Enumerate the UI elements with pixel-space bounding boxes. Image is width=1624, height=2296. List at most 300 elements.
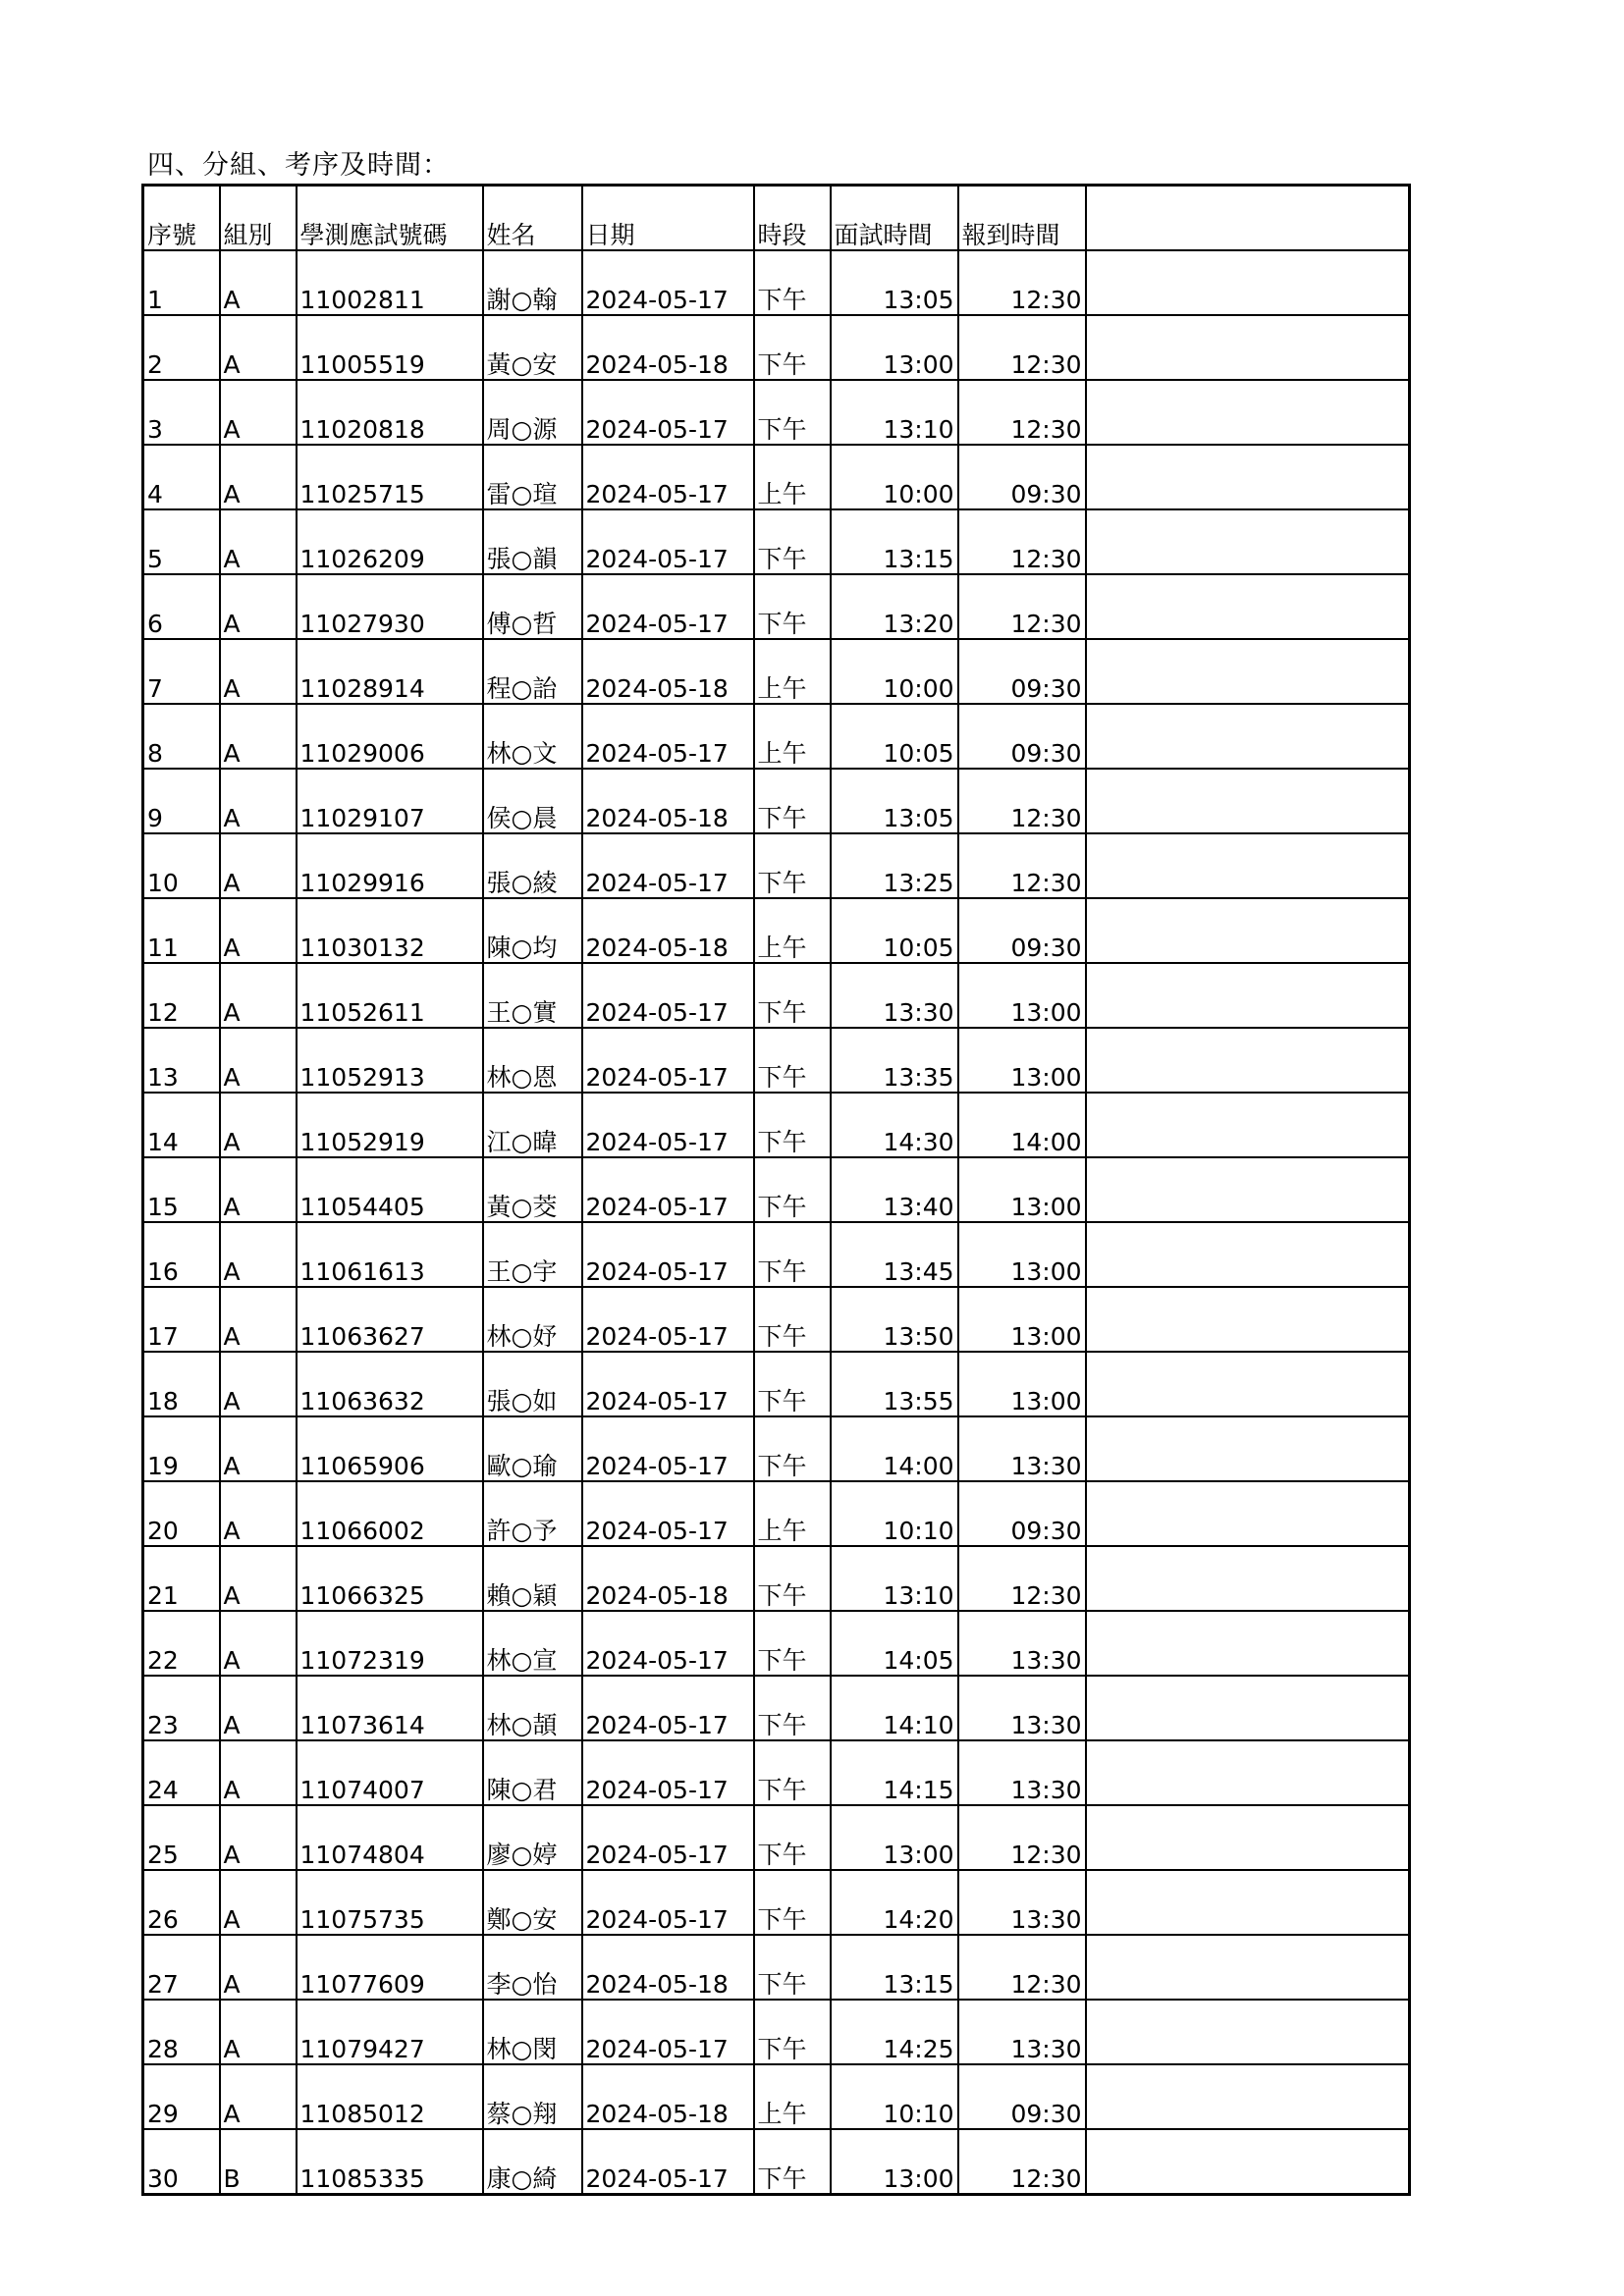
page-heading: 四、分組、考序及時間： <box>147 150 450 181</box>
interview-time-cell: 13:15 <box>831 509 958 574</box>
seq-cell: 27 <box>143 1935 220 2000</box>
session-cell: 下午 <box>754 769 831 833</box>
session-cell: 下午 <box>754 1416 831 1481</box>
name-cell: 程○詒 <box>483 639 582 704</box>
report-time-cell: 12:30 <box>958 380 1086 445</box>
interview-time-cell: 13:15 <box>831 1935 958 2000</box>
name-cell: 蔡○翔 <box>483 2064 582 2129</box>
session-cell: 上午 <box>754 898 831 963</box>
name-cell: 張○綾 <box>483 833 582 898</box>
blank-cell <box>1086 769 1410 833</box>
report-time-cell: 12:30 <box>958 315 1086 380</box>
report-time-cell: 09:30 <box>958 639 1086 704</box>
report-time-cell: 09:30 <box>958 445 1086 509</box>
name-cell: 陳○君 <box>483 1740 582 1805</box>
name-cell: 廖○婷 <box>483 1805 582 1870</box>
session-cell: 下午 <box>754 1352 831 1416</box>
seq-cell: 13 <box>143 1028 220 1093</box>
session-cell: 下午 <box>754 1611 831 1676</box>
blank-cell <box>1086 2129 1410 2195</box>
table-row <box>143 1935 1410 2000</box>
date-cell: 2024-05-17 <box>582 1416 754 1481</box>
date-cell: 2024-05-17 <box>582 1157 754 1222</box>
table-row <box>143 574 1410 639</box>
exam-number-cell: 11020818 <box>297 380 483 445</box>
date-cell: 2024-05-18 <box>582 639 754 704</box>
seq-cell: 7 <box>143 639 220 704</box>
interview-time-cell: 14:20 <box>831 1870 958 1935</box>
blank-cell <box>1086 1287 1410 1352</box>
seq-cell: 14 <box>143 1093 220 1157</box>
session-cell: 下午 <box>754 250 831 315</box>
report-time-cell: 13:30 <box>958 1870 1086 1935</box>
exam-number-cell: 11005519 <box>297 315 483 380</box>
session-cell: 下午 <box>754 1676 831 1740</box>
group-cell: A <box>220 445 297 509</box>
blank-cell <box>1086 1481 1410 1546</box>
table-row <box>143 704 1410 769</box>
seq-cell: 24 <box>143 1740 220 1805</box>
group-cell: A <box>220 833 297 898</box>
group-cell: A <box>220 1028 297 1093</box>
session-cell: 下午 <box>754 1222 831 1287</box>
seq-cell: 25 <box>143 1805 220 1870</box>
group-cell: A <box>220 1287 297 1352</box>
exam-number-cell: 11029006 <box>297 704 483 769</box>
date-cell: 2024-05-17 <box>582 2000 754 2064</box>
session-cell: 下午 <box>754 380 831 445</box>
table-row <box>143 1611 1410 1676</box>
blank-cell <box>1086 1676 1410 1740</box>
report-time-cell: 12:30 <box>958 833 1086 898</box>
group-cell: A <box>220 1740 297 1805</box>
group-cell: A <box>220 1416 297 1481</box>
interview-time-cell: 10:05 <box>831 898 958 963</box>
name-cell: 陳○均 <box>483 898 582 963</box>
exam-number-cell: 11063627 <box>297 1287 483 1352</box>
interview-time-cell: 14:30 <box>831 1093 958 1157</box>
blank-cell <box>1086 1157 1410 1222</box>
session-cell: 下午 <box>754 1546 831 1611</box>
interview-time-cell: 10:10 <box>831 1481 958 1546</box>
seq-cell: 30 <box>143 2129 220 2195</box>
name-cell: 林○宣 <box>483 1611 582 1676</box>
table-row <box>143 1222 1410 1287</box>
seq-cell: 21 <box>143 1546 220 1611</box>
name-cell: 周○源 <box>483 380 582 445</box>
name-cell: 林○頡 <box>483 1676 582 1740</box>
session-cell: 下午 <box>754 2000 831 2064</box>
exam-number-cell: 11027930 <box>297 574 483 639</box>
interview-time-cell: 14:00 <box>831 1416 958 1481</box>
name-cell: 林○文 <box>483 704 582 769</box>
interview-time-cell: 13:45 <box>831 1222 958 1287</box>
blank-cell <box>1086 1416 1410 1481</box>
interview-time-cell: 10:00 <box>831 639 958 704</box>
date-cell: 2024-05-17 <box>582 250 754 315</box>
table-row <box>143 1676 1410 1740</box>
session-cell: 下午 <box>754 315 831 380</box>
group-cell: A <box>220 250 297 315</box>
date-cell: 2024-05-17 <box>582 1870 754 1935</box>
report-time-cell: 13:30 <box>958 1611 1086 1676</box>
interview-time-cell: 13:10 <box>831 1546 958 1611</box>
blank-cell <box>1086 833 1410 898</box>
session-cell: 上午 <box>754 2064 831 2129</box>
table-row <box>143 1870 1410 1935</box>
seq-cell: 11 <box>143 898 220 963</box>
table-row <box>143 1481 1410 1546</box>
table-row <box>143 250 1410 315</box>
seq-cell: 26 <box>143 1870 220 1935</box>
interview-time-cell: 13:05 <box>831 250 958 315</box>
report-time-cell: 13:00 <box>958 1222 1086 1287</box>
exam-number-cell: 11063632 <box>297 1352 483 1416</box>
seq-cell: 10 <box>143 833 220 898</box>
report-time-cell: 13:00 <box>958 1287 1086 1352</box>
interview-time-cell: 14:05 <box>831 1611 958 1676</box>
table-row <box>143 1546 1410 1611</box>
report-time-cell: 13:00 <box>958 1157 1086 1222</box>
blank-cell <box>1086 704 1410 769</box>
session-cell: 下午 <box>754 1157 831 1222</box>
report-time-cell: 12:30 <box>958 574 1086 639</box>
date-cell: 2024-05-17 <box>582 1611 754 1676</box>
date-cell: 2024-05-17 <box>582 1287 754 1352</box>
blank-cell <box>1086 445 1410 509</box>
date-cell: 2024-05-17 <box>582 1481 754 1546</box>
name-cell: 謝○翰 <box>483 250 582 315</box>
exam-number-cell: 11075735 <box>297 1870 483 1935</box>
group-cell: A <box>220 1676 297 1740</box>
table-row <box>143 1157 1410 1222</box>
report-time-cell: 13:30 <box>958 2000 1086 2064</box>
seq-cell: 5 <box>143 509 220 574</box>
table-row <box>143 1352 1410 1416</box>
exam-number-cell: 11052913 <box>297 1028 483 1093</box>
date-cell: 2024-05-17 <box>582 509 754 574</box>
blank-cell <box>1086 380 1410 445</box>
interview-time-cell: 13:00 <box>831 315 958 380</box>
group-cell: A <box>220 963 297 1028</box>
column-header: 組別 <box>220 186 297 251</box>
exam-number-cell: 11065906 <box>297 1416 483 1481</box>
exam-number-cell: 11066325 <box>297 1546 483 1611</box>
blank-cell <box>1086 574 1410 639</box>
table-row <box>143 963 1410 1028</box>
date-cell: 2024-05-18 <box>582 2064 754 2129</box>
date-cell: 2024-05-17 <box>582 1222 754 1287</box>
session-cell: 下午 <box>754 574 831 639</box>
report-time-cell: 12:30 <box>958 2129 1086 2195</box>
blank-cell <box>1086 2000 1410 2064</box>
group-cell: A <box>220 704 297 769</box>
name-cell: 賴○穎 <box>483 1546 582 1611</box>
name-cell: 王○宇 <box>483 1222 582 1287</box>
report-time-cell: 12:30 <box>958 509 1086 574</box>
interview-time-cell: 14:10 <box>831 1676 958 1740</box>
table-row <box>143 2129 1410 2195</box>
session-cell: 下午 <box>754 1287 831 1352</box>
group-cell: A <box>220 1157 297 1222</box>
session-cell: 上午 <box>754 1481 831 1546</box>
session-cell: 下午 <box>754 1028 831 1093</box>
session-cell: 上午 <box>754 445 831 509</box>
seq-cell: 8 <box>143 704 220 769</box>
name-cell: 黃○安 <box>483 315 582 380</box>
group-cell: A <box>220 574 297 639</box>
group-cell: A <box>220 1093 297 1157</box>
session-cell: 下午 <box>754 1740 831 1805</box>
report-time-cell: 12:30 <box>958 769 1086 833</box>
date-cell: 2024-05-17 <box>582 1028 754 1093</box>
exam-number-cell: 11054405 <box>297 1157 483 1222</box>
name-cell: 林○妤 <box>483 1287 582 1352</box>
name-cell: 張○韻 <box>483 509 582 574</box>
name-cell: 王○實 <box>483 963 582 1028</box>
table-row <box>143 1093 1410 1157</box>
exam-number-cell: 11025715 <box>297 445 483 509</box>
table-row <box>143 1740 1410 1805</box>
column-header: 時段 <box>754 186 831 251</box>
name-cell: 許○予 <box>483 1481 582 1546</box>
interview-time-cell: 13:00 <box>831 1805 958 1870</box>
date-cell: 2024-05-17 <box>582 445 754 509</box>
blank-cell <box>1086 1740 1410 1805</box>
date-cell: 2024-05-17 <box>582 380 754 445</box>
blank-cell <box>1086 1611 1410 1676</box>
name-cell: 侯○晨 <box>483 769 582 833</box>
interview-time-cell: 13:40 <box>831 1157 958 1222</box>
exam-number-cell: 11002811 <box>297 250 483 315</box>
report-time-cell: 09:30 <box>958 2064 1086 2129</box>
group-cell: A <box>220 1352 297 1416</box>
group-cell: A <box>220 1222 297 1287</box>
seq-cell: 17 <box>143 1287 220 1352</box>
blank-cell <box>1086 2064 1410 2129</box>
exam-number-cell: 11074007 <box>297 1740 483 1805</box>
table-row <box>143 898 1410 963</box>
schedule-table <box>141 184 1411 2196</box>
interview-time-cell: 13:25 <box>831 833 958 898</box>
report-time-cell: 09:30 <box>958 704 1086 769</box>
exam-number-cell: 11073614 <box>297 1676 483 1740</box>
blank-cell <box>1086 1222 1410 1287</box>
name-cell: 李○怡 <box>483 1935 582 2000</box>
blank-cell <box>1086 315 1410 380</box>
group-cell: A <box>220 1546 297 1611</box>
interview-time-cell: 13:10 <box>831 380 958 445</box>
column-header: 序號 <box>143 186 220 251</box>
session-cell: 上午 <box>754 639 831 704</box>
session-cell: 下午 <box>754 833 831 898</box>
report-time-cell: 09:30 <box>958 898 1086 963</box>
seq-cell: 1 <box>143 250 220 315</box>
interview-time-cell: 10:10 <box>831 2064 958 2129</box>
group-cell: A <box>220 2000 297 2064</box>
group-cell: A <box>220 315 297 380</box>
table-row <box>143 769 1410 833</box>
column-header <box>1086 186 1410 251</box>
date-cell: 2024-05-17 <box>582 1676 754 1740</box>
session-cell: 下午 <box>754 1805 831 1870</box>
session-cell: 上午 <box>754 704 831 769</box>
seq-cell: 12 <box>143 963 220 1028</box>
report-time-cell: 12:30 <box>958 250 1086 315</box>
exam-number-cell: 11026209 <box>297 509 483 574</box>
group-cell: A <box>220 1805 297 1870</box>
blank-cell <box>1086 250 1410 315</box>
group-cell: A <box>220 769 297 833</box>
exam-number-cell: 11085335 <box>297 2129 483 2195</box>
blank-cell <box>1086 1935 1410 2000</box>
blank-cell <box>1086 509 1410 574</box>
blank-cell <box>1086 963 1410 1028</box>
seq-cell: 4 <box>143 445 220 509</box>
name-cell: 張○如 <box>483 1352 582 1416</box>
name-cell: 雷○瑄 <box>483 445 582 509</box>
table-row <box>143 2000 1410 2064</box>
blank-cell <box>1086 1093 1410 1157</box>
name-cell: 黃○茭 <box>483 1157 582 1222</box>
session-cell: 下午 <box>754 1870 831 1935</box>
date-cell: 2024-05-18 <box>582 315 754 380</box>
table-row <box>143 1287 1410 1352</box>
date-cell: 2024-05-17 <box>582 1352 754 1416</box>
exam-number-cell: 11066002 <box>297 1481 483 1546</box>
date-cell: 2024-05-18 <box>582 769 754 833</box>
exam-number-cell: 11052919 <box>297 1093 483 1157</box>
interview-time-cell: 14:25 <box>831 2000 958 2064</box>
report-time-cell: 13:30 <box>958 1416 1086 1481</box>
name-cell: 林○恩 <box>483 1028 582 1093</box>
interview-time-cell: 13:20 <box>831 574 958 639</box>
seq-cell: 20 <box>143 1481 220 1546</box>
date-cell: 2024-05-17 <box>582 574 754 639</box>
name-cell: 林○閔 <box>483 2000 582 2064</box>
session-cell: 下午 <box>754 963 831 1028</box>
name-cell: 鄭○安 <box>483 1870 582 1935</box>
report-time-cell: 12:30 <box>958 1935 1086 2000</box>
exam-number-cell: 11079427 <box>297 2000 483 2064</box>
session-cell: 下午 <box>754 1093 831 1157</box>
exam-number-cell: 11030132 <box>297 898 483 963</box>
table-row <box>143 315 1410 380</box>
report-time-cell: 13:30 <box>958 1676 1086 1740</box>
name-cell: 傅○哲 <box>483 574 582 639</box>
column-header: 面試時間 <box>831 186 958 251</box>
report-time-cell: 13:00 <box>958 1028 1086 1093</box>
table-row <box>143 509 1410 574</box>
date-cell: 2024-05-17 <box>582 963 754 1028</box>
seq-cell: 22 <box>143 1611 220 1676</box>
report-time-cell: 12:30 <box>958 1546 1086 1611</box>
table-body <box>143 186 1410 2195</box>
exam-number-cell: 11074804 <box>297 1805 483 1870</box>
seq-cell: 15 <box>143 1157 220 1222</box>
date-cell: 2024-05-17 <box>582 704 754 769</box>
column-header: 姓名 <box>483 186 582 251</box>
date-cell: 2024-05-17 <box>582 833 754 898</box>
interview-time-cell: 13:35 <box>831 1028 958 1093</box>
group-cell: A <box>220 509 297 574</box>
blank-cell <box>1086 898 1410 963</box>
exam-number-cell: 11077609 <box>297 1935 483 2000</box>
seq-cell: 3 <box>143 380 220 445</box>
table-row <box>143 2064 1410 2129</box>
group-cell: A <box>220 2064 297 2129</box>
group-cell: A <box>220 1935 297 2000</box>
group-cell: A <box>220 639 297 704</box>
seq-cell: 6 <box>143 574 220 639</box>
date-cell: 2024-05-18 <box>582 1546 754 1611</box>
exam-number-cell: 11029916 <box>297 833 483 898</box>
date-cell: 2024-05-18 <box>582 898 754 963</box>
blank-cell <box>1086 1805 1410 1870</box>
exam-number-cell: 11028914 <box>297 639 483 704</box>
column-header: 日期 <box>582 186 754 251</box>
table-row <box>143 1028 1410 1093</box>
blank-cell <box>1086 1546 1410 1611</box>
interview-time-cell: 13:30 <box>831 963 958 1028</box>
header-row <box>143 186 1410 251</box>
exam-number-cell: 11029107 <box>297 769 483 833</box>
date-cell: 2024-05-17 <box>582 1093 754 1157</box>
interview-time-cell: 13:50 <box>831 1287 958 1352</box>
group-cell: A <box>220 380 297 445</box>
table-row <box>143 1416 1410 1481</box>
seq-cell: 29 <box>143 2064 220 2129</box>
interview-time-cell: 13:05 <box>831 769 958 833</box>
report-time-cell: 14:00 <box>958 1093 1086 1157</box>
interview-time-cell: 14:15 <box>831 1740 958 1805</box>
report-time-cell: 13:00 <box>958 1352 1086 1416</box>
seq-cell: 23 <box>143 1676 220 1740</box>
seq-cell: 9 <box>143 769 220 833</box>
seq-cell: 2 <box>143 315 220 380</box>
exam-number-cell: 11072319 <box>297 1611 483 1676</box>
session-cell: 下午 <box>754 1935 831 2000</box>
seq-cell: 28 <box>143 2000 220 2064</box>
interview-time-cell: 10:00 <box>831 445 958 509</box>
table-row <box>143 445 1410 509</box>
date-cell: 2024-05-17 <box>582 1740 754 1805</box>
seq-cell: 18 <box>143 1352 220 1416</box>
group-cell: A <box>220 1870 297 1935</box>
seq-cell: 19 <box>143 1416 220 1481</box>
exam-number-cell: 11052611 <box>297 963 483 1028</box>
seq-cell: 16 <box>143 1222 220 1287</box>
table-row <box>143 639 1410 704</box>
table-row <box>143 380 1410 445</box>
interview-time-cell: 13:00 <box>831 2129 958 2195</box>
interview-time-cell: 13:55 <box>831 1352 958 1416</box>
table-row <box>143 833 1410 898</box>
blank-cell <box>1086 1352 1410 1416</box>
group-cell: A <box>220 898 297 963</box>
session-cell: 下午 <box>754 2129 831 2195</box>
name-cell: 康○綺 <box>483 2129 582 2195</box>
report-time-cell: 09:30 <box>958 1481 1086 1546</box>
date-cell: 2024-05-18 <box>582 1935 754 2000</box>
exam-number-cell: 11085012 <box>297 2064 483 2129</box>
name-cell: 江○暐 <box>483 1093 582 1157</box>
column-header: 報到時間 <box>958 186 1086 251</box>
name-cell: 歐○瑜 <box>483 1416 582 1481</box>
exam-number-cell: 11061613 <box>297 1222 483 1287</box>
blank-cell <box>1086 639 1410 704</box>
group-cell: A <box>220 1481 297 1546</box>
